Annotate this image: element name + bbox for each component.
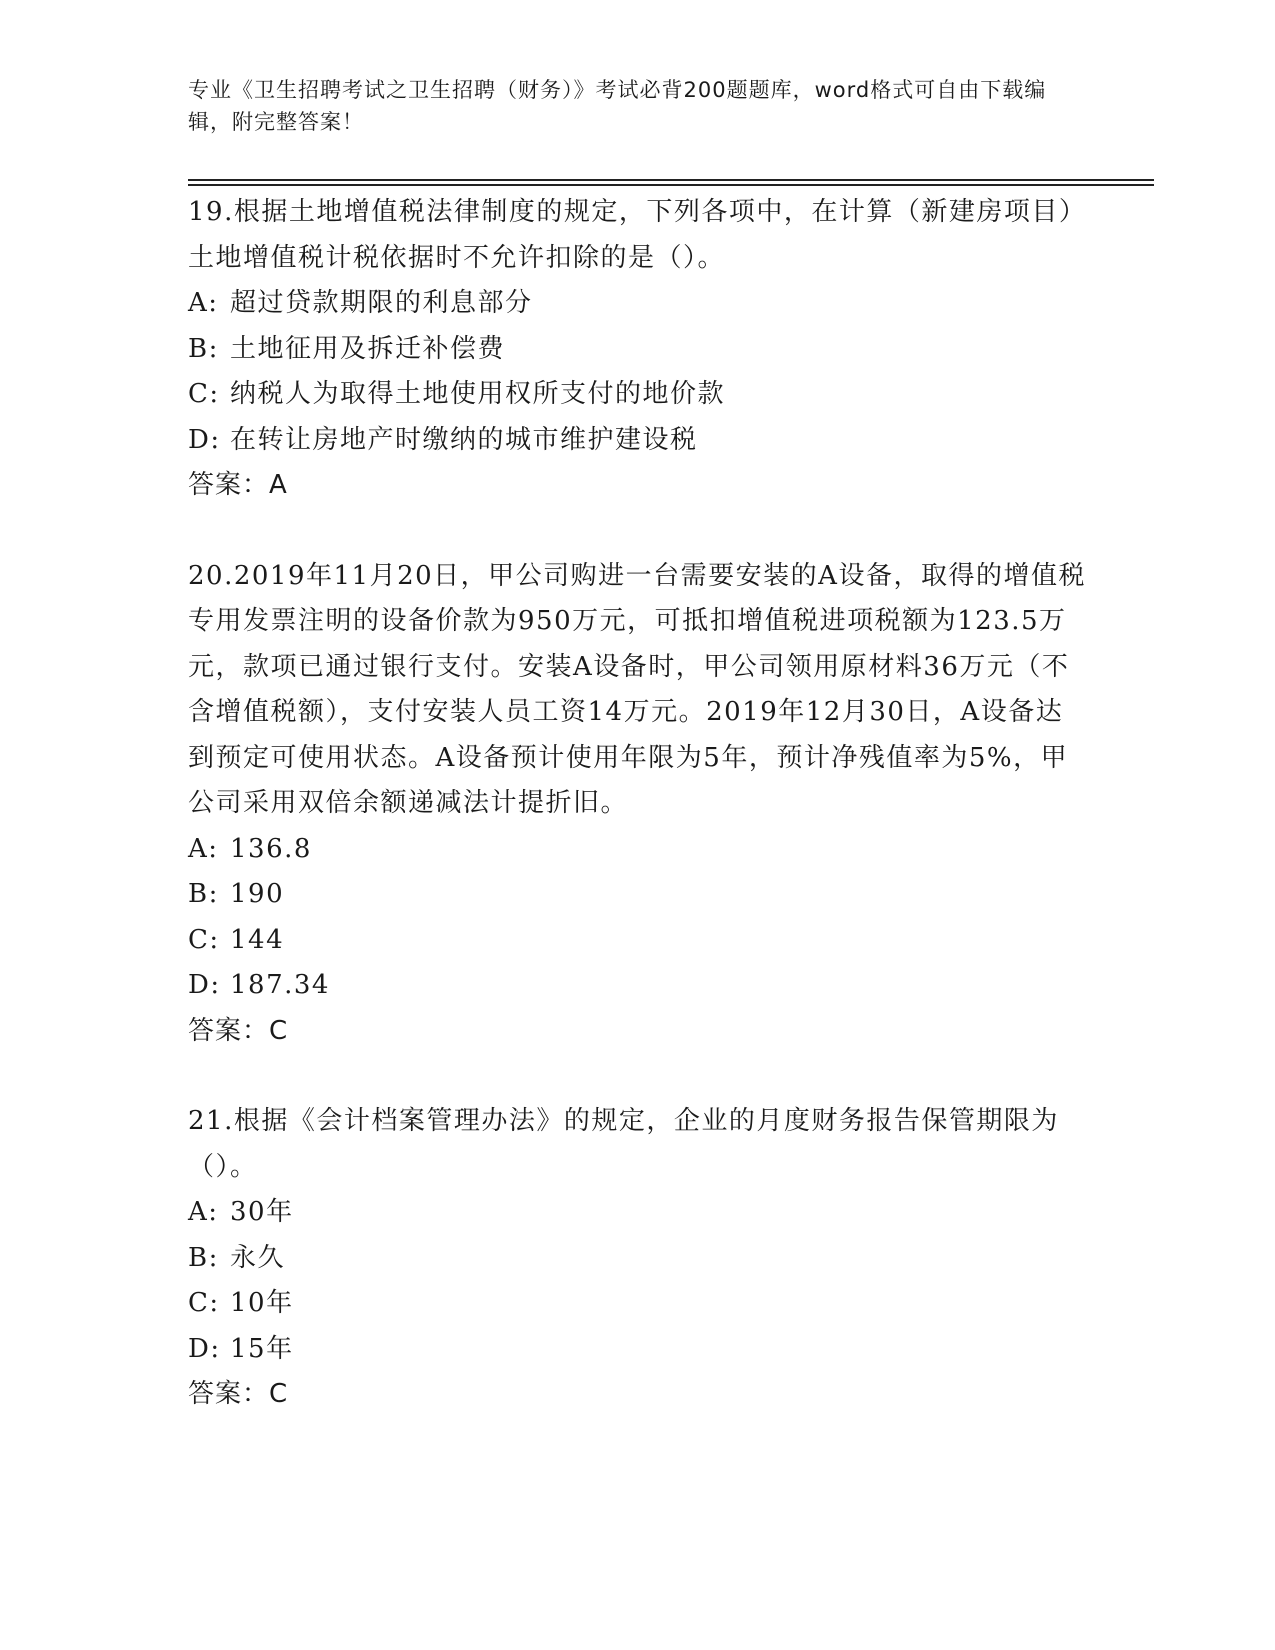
option-text: 144 [230,924,285,955]
question-stem: 21.根据《会计档案管理办法》的规定，企业的月度财务报告保管期限为（）。 [188,1106,1059,1182]
option-b [188,1236,1088,1282]
option-b [188,327,1088,373]
question-list [188,190,1088,1418]
answer-line: 答案：C [188,1379,289,1409]
option-a [188,281,1088,327]
option-letter: A: [188,288,219,318]
option-text: 在转让房地产时缴纳的城市维护建设税 [230,424,698,455]
question-spacer [188,509,1088,554]
option-letter: D: [188,1333,221,1364]
option-letter: A: [188,1197,219,1227]
option-a [188,1190,1088,1236]
option-text: 187.34 [230,970,330,1000]
option-letter: C: [188,379,220,409]
option-letter: C: [188,1288,220,1318]
option-a [188,827,1088,873]
question-21 [188,1099,1088,1418]
question-stem: 19.根据土地增值税法律制度的规定，下列各项中，在计算（新建房项目）土地增值税计税依据时不允许扣除的是（）。 [188,197,1087,273]
header-rule-bottom [188,184,1154,186]
question-19 [188,190,1088,509]
answer-line: 答案：C [188,1015,289,1046]
option-text: 30年 [230,1197,294,1227]
option-b [188,872,1088,918]
option-letter: C: [188,924,220,955]
option-d [188,963,1088,1009]
option-c [188,918,1088,964]
option-c [188,1281,1088,1327]
option-text: 15年 [230,1333,294,1364]
option-letter: D: [188,424,221,455]
option-letter: B: [188,333,219,364]
option-text: 土地征用及拆迁补偿费 [230,333,506,364]
option-text: 136.8 [230,833,312,864]
option-text: 永久 [230,1242,286,1273]
answer-line: 答案：A [188,470,288,500]
option-letter: B: [188,1242,219,1273]
option-d [188,418,1088,464]
option-text: 10年 [230,1288,294,1318]
document-header: 专业《卫生招聘考试之卫生招聘（财务）》考试必背200题题库，word格式可自由下载编辑，附完整答案！ [188,78,1047,134]
option-c [188,372,1088,418]
question-spacer [188,1054,1088,1099]
option-text: 190 [230,879,285,909]
header-rule-top [188,179,1154,181]
option-letter: D: [188,970,221,1000]
option-d [188,1327,1088,1373]
option-text: 超过贷款期限的利息部分 [230,288,533,318]
option-text: 纳税人为取得土地使用权所支付的地价款 [230,379,726,409]
option-letter: A: [188,833,219,864]
option-letter: B: [188,879,219,909]
question-stem: 20.2019年11月20日，甲公司购进一台需要安装的A设备，取得的增值税专用发票注明的设备价款为950万元，可抵扣增值税进项税额为123.5万元，款项已通过银行支付。安装A设备时，甲公司领用原材料36万元（不含增值税额），支付安装人员工资14万元。2019年12月30日，A设备达到预定可使用状态。A设备预计使用年限为5年，预计净残值率为5%，甲公司采用双倍余额递减法计提折旧。 [188,560,1086,818]
question-20 [188,554,1088,1055]
